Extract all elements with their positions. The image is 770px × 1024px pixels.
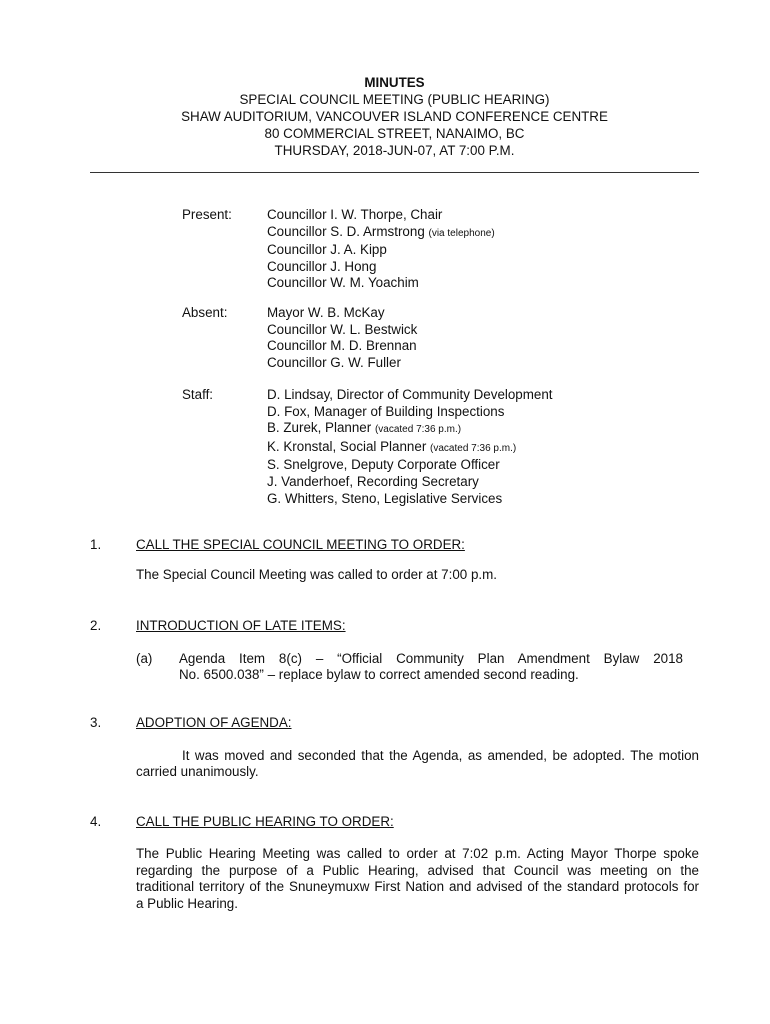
staff-label: Staff: — [182, 387, 214, 402]
late-item-line: Agenda Item 8(c) – “Official Community Plan Amendment Bylaw 2018 — [179, 651, 683, 666]
motion-text: It was moved and seconded that the Agenda, as amended, be adopted. The motion — [182, 748, 699, 763]
section-body-last: a Public Hearing. — [136, 895, 238, 911]
absent-label: Absent: — [182, 305, 228, 320]
attendee: Councillor S. D. Armstrong (via telephone) — [267, 223, 495, 239]
motion-text: carried unanimously. — [136, 764, 259, 779]
staff-member: J. Vanderhoef, Recording Secretary — [267, 473, 479, 489]
section-number: 2. — [90, 618, 102, 633]
attendee: Councillor I. W. Thorpe, Chair — [267, 207, 443, 222]
meeting-address: 80 COMMERCIAL STREET, NANAIMO, BC — [264, 126, 525, 141]
section-number: 1. — [90, 537, 102, 552]
staff-member: D. Fox, Manager of Building Inspections — [267, 403, 505, 419]
section-heading: ADOPTION OF AGENDA: — [136, 715, 292, 730]
late-item-label: (a) — [136, 651, 153, 666]
section-body: The Public Hearing Meeting was called to order at 7:02 p.m. Acting Mayor Thorpe spoke regarding the purpose of a Public Hearing, advised that Council was meeting on the traditional territory of the Snuneymuxw First Nation and advised of the standard protocols for — [136, 846, 699, 894]
attendee: Councillor M. D. Brennan — [267, 338, 417, 354]
staff-note: (vacated 7:36 p.m.) — [430, 442, 517, 454]
attendee: Councillor J. A. Kipp — [267, 242, 387, 258]
attendee-note: (via telephone) — [428, 227, 495, 239]
staff-note: (vacated 7:36 p.m.) — [374, 424, 462, 436]
attendee: Councillor W. L. Bestwick — [267, 321, 418, 337]
section-heading: CALL THE SPECIAL COUNCIL MEETING TO ORDER: — [136, 537, 465, 552]
absent-list — [267, 305, 417, 371]
attendee: Councillor W. M. Yoachim — [267, 275, 419, 291]
staff-member: D. Lindsay, Director of Community Development — [267, 387, 553, 402]
section-number: 3. — [90, 715, 102, 730]
section-heading: CALL THE PUBLIC HEARING TO ORDER: — [136, 814, 394, 829]
meeting-venue: SHAW AUDITORIUM, VANCOUVER ISLAND CONFERENCE CENTRE — [181, 109, 608, 124]
staff-list — [267, 387, 553, 507]
present-list — [267, 207, 495, 292]
meeting-type: SPECIAL COUNCIL MEETING (PUBLIC HEARING) — [239, 92, 550, 107]
section-number: 4. — [90, 814, 102, 829]
attendee: Councillor J. Hong — [267, 258, 377, 274]
section-heading: INTRODUCTION OF LATE ITEMS: — [136, 618, 346, 633]
present-label: Present: — [182, 207, 232, 222]
staff-member: K. Kronstal, Social Planner (vacated 7:36 p.m.) — [267, 438, 517, 454]
section-body: The Special Council Meeting was called to order at 7:00 p.m. — [136, 567, 497, 582]
header-divider — [90, 172, 699, 173]
attendee: Councillor G. W. Fuller — [267, 354, 401, 370]
document-title: MINUTES — [364, 75, 425, 90]
late-item-line: No. 6500.038” – replace bylaw to correct amended second reading. — [179, 667, 579, 682]
minutes-header — [90, 74, 699, 159]
staff-member: S. Snelgrove, Deputy Corporate Officer — [267, 457, 500, 473]
attendee: Mayor W. B. McKay — [267, 305, 385, 320]
staff-member: B. Zurek, Planner (vacated 7:36 p.m.) — [267, 420, 462, 436]
meeting-date: THURSDAY, 2018-JUN-07, AT 7:00 P.M. — [274, 143, 515, 158]
staff-member: G. Whitters, Steno, Legislative Services — [267, 490, 503, 506]
